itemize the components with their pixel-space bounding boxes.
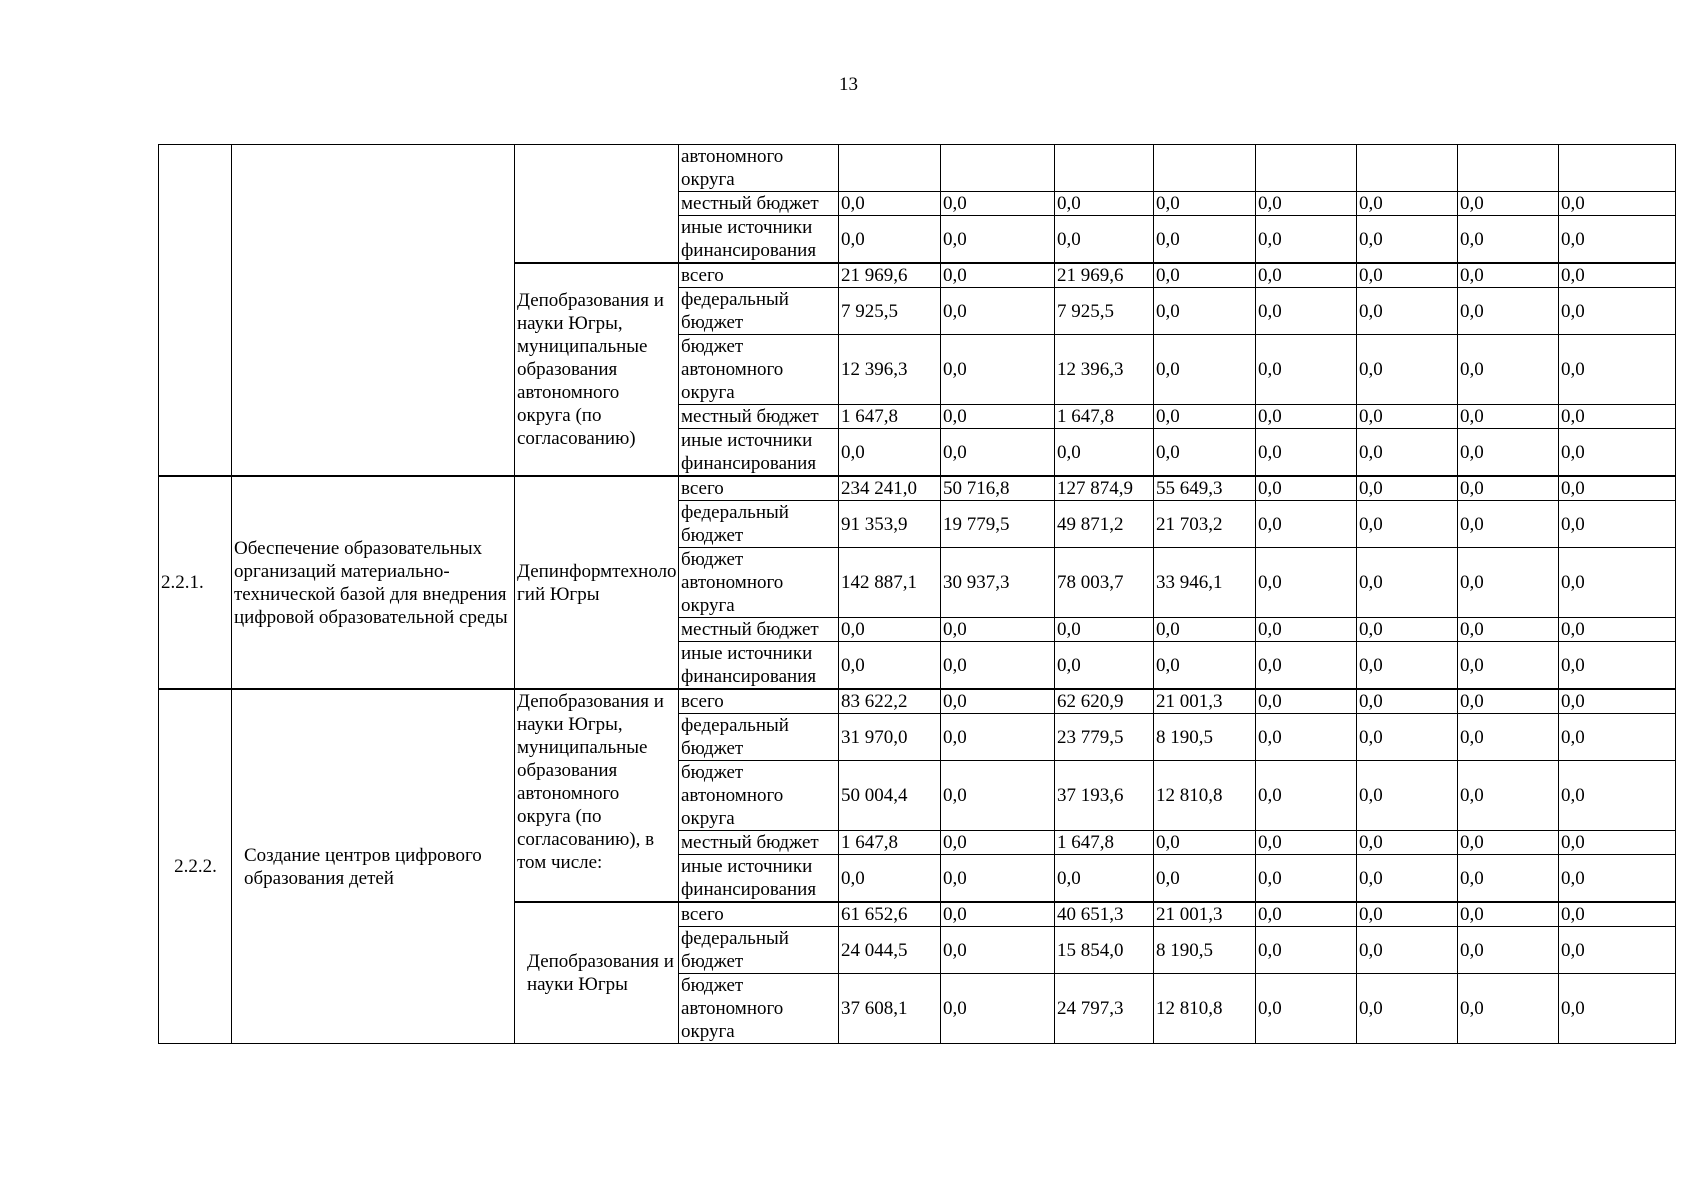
- amount-cell: 234 241,0: [839, 476, 941, 501]
- amount-cell: 0,0: [1357, 855, 1458, 903]
- budget-table: [158, 144, 1676, 1044]
- amount-cell-empty: [1154, 145, 1256, 192]
- amount-cell: 12 396,3: [1055, 335, 1154, 405]
- executor-cell: Депобразования и науки Югры: [515, 902, 679, 1044]
- executor-cell: Депобразования и науки Югры, муниципальные образования автономного округа (по согласованию), в том числе:: [515, 689, 679, 902]
- amount-cell: 0,0: [1256, 216, 1357, 264]
- amount-cell: 0,0: [1256, 855, 1357, 903]
- amount-cell: 30 937,3: [941, 548, 1055, 618]
- amount-cell: 24 044,5: [839, 927, 941, 974]
- amount-cell: 0,0: [1458, 192, 1559, 216]
- amount-cell: 21 001,3: [1154, 902, 1256, 927]
- executor-cell: Депобразования и науки Югры, муниципальные образования автономного округа (по согласованию): [515, 263, 679, 476]
- executor-cell-empty: [515, 145, 679, 264]
- amount-cell: 23 779,5: [1055, 714, 1154, 761]
- amount-cell: 0,0: [1357, 642, 1458, 690]
- amount-cell: 0,0: [1559, 831, 1676, 855]
- code-cell-empty: [159, 145, 232, 477]
- amount-cell: 55 649,3: [1154, 476, 1256, 501]
- amount-cell: 7 925,5: [839, 288, 941, 335]
- amount-cell: 31 970,0: [839, 714, 941, 761]
- amount-cell: 0,0: [839, 855, 941, 903]
- item-code: 2.2.2.: [159, 689, 232, 1044]
- amount-cell: 0,0: [1357, 216, 1458, 264]
- amount-cell: 0,0: [1458, 476, 1559, 501]
- amount-cell: 0,0: [839, 429, 941, 477]
- amount-cell: 0,0: [1458, 855, 1559, 903]
- amount-cell: 0,0: [1055, 642, 1154, 690]
- amount-cell-empty: [1055, 145, 1154, 192]
- amount-cell-empty: [839, 145, 941, 192]
- source-cell: федеральный бюджет: [679, 927, 839, 974]
- amount-cell: 0,0: [1357, 476, 1458, 501]
- amount-cell: 0,0: [1154, 618, 1256, 642]
- amount-cell: 21 969,6: [1055, 263, 1154, 288]
- amount-cell: 0,0: [1154, 429, 1256, 477]
- amount-cell: 33 946,1: [1154, 548, 1256, 618]
- amount-cell: 0,0: [1055, 429, 1154, 477]
- source-cell: местный бюджет: [679, 831, 839, 855]
- amount-cell: 0,0: [1458, 335, 1559, 405]
- amount-cell: 0,0: [1154, 288, 1256, 335]
- source-cell: местный бюджет: [679, 405, 839, 429]
- source-cell: местный бюджет: [679, 192, 839, 216]
- source-cell: федеральный бюджет: [679, 501, 839, 548]
- amount-cell: 0,0: [1256, 501, 1357, 548]
- source-cell: иные источники финансирования: [679, 429, 839, 477]
- amount-cell: 0,0: [941, 216, 1055, 264]
- amount-cell: 0,0: [1559, 429, 1676, 477]
- amount-cell: 0,0: [1357, 831, 1458, 855]
- amount-cell: 0,0: [839, 642, 941, 690]
- amount-cell: 0,0: [1256, 405, 1357, 429]
- amount-cell: 49 871,2: [1055, 501, 1154, 548]
- source-cell: бюджет автономного округа: [679, 761, 839, 831]
- amount-cell-empty: [941, 145, 1055, 192]
- amount-cell: 0,0: [1559, 476, 1676, 501]
- amount-cell: 0,0: [1154, 405, 1256, 429]
- amount-cell: 0,0: [1357, 288, 1458, 335]
- budget-table-body: [159, 145, 1676, 1044]
- amount-cell: 0,0: [1154, 642, 1256, 690]
- amount-cell: 0,0: [1357, 405, 1458, 429]
- amount-cell: 0,0: [941, 192, 1055, 216]
- amount-cell: 0,0: [1458, 429, 1559, 477]
- amount-cell: 0,0: [1055, 216, 1154, 264]
- amount-cell: 0,0: [1256, 714, 1357, 761]
- amount-cell: 0,0: [1357, 429, 1458, 477]
- amount-cell: 0,0: [1357, 192, 1458, 216]
- continuation-row: [159, 145, 1676, 192]
- amount-cell: 50 004,4: [839, 761, 941, 831]
- amount-cell: 37 608,1: [839, 974, 941, 1044]
- amount-cell: 0,0: [1458, 501, 1559, 548]
- amount-cell: 0,0: [1357, 974, 1458, 1044]
- amount-cell: 0,0: [1256, 831, 1357, 855]
- amount-cell: 0,0: [941, 429, 1055, 477]
- amount-cell: 0,0: [1357, 501, 1458, 548]
- amount-cell: 0,0: [1559, 927, 1676, 974]
- amount-cell: 0,0: [1154, 831, 1256, 855]
- amount-cell: 0,0: [1256, 927, 1357, 974]
- page-number: 13: [839, 74, 858, 95]
- amount-cell: 19 779,5: [941, 501, 1055, 548]
- item-name: Создание центров цифрового образования детей: [232, 689, 515, 1044]
- amount-cell: 0,0: [1559, 714, 1676, 761]
- amount-cell: 0,0: [1559, 335, 1676, 405]
- amount-cell: 0,0: [1154, 855, 1256, 903]
- amount-cell: 0,0: [1357, 335, 1458, 405]
- amount-cell: 83 622,2: [839, 689, 941, 714]
- amount-cell: 1 647,8: [1055, 405, 1154, 429]
- amount-cell: 0,0: [1559, 974, 1676, 1044]
- amount-cell: 0,0: [1559, 689, 1676, 714]
- table-row: [159, 689, 1676, 714]
- amount-cell: 0,0: [1559, 761, 1676, 831]
- amount-cell: 0,0: [1154, 335, 1256, 405]
- amount-cell: 0,0: [1256, 429, 1357, 477]
- amount-cell: 8 190,5: [1154, 714, 1256, 761]
- amount-cell: 0,0: [1559, 642, 1676, 690]
- amount-cell-empty: [1256, 145, 1357, 192]
- amount-cell: 0,0: [1559, 216, 1676, 264]
- source-cell: автономного округа: [679, 145, 839, 192]
- amount-cell: 0,0: [1256, 192, 1357, 216]
- amount-cell: 0,0: [1458, 618, 1559, 642]
- amount-cell: 7 925,5: [1055, 288, 1154, 335]
- source-cell: федеральный бюджет: [679, 288, 839, 335]
- amount-cell: 0,0: [839, 216, 941, 264]
- amount-cell: 0,0: [941, 335, 1055, 405]
- amount-cell: 0,0: [1559, 405, 1676, 429]
- amount-cell: 0,0: [1357, 689, 1458, 714]
- source-cell: местный бюджет: [679, 618, 839, 642]
- amount-cell: 91 353,9: [839, 501, 941, 548]
- amount-cell: 0,0: [1055, 618, 1154, 642]
- amount-cell: 0,0: [1559, 501, 1676, 548]
- item-name: Обеспечение образовательных организаций материально-технической базой для внедрения цифровой образовательной среды: [232, 476, 515, 689]
- amount-cell: 0,0: [1256, 548, 1357, 618]
- amount-cell: 0,0: [1357, 618, 1458, 642]
- amount-cell: 0,0: [1256, 902, 1357, 927]
- amount-cell: 0,0: [1357, 902, 1458, 927]
- source-cell: всего: [679, 902, 839, 927]
- amount-cell: 0,0: [941, 831, 1055, 855]
- amount-cell: 0,0: [1559, 192, 1676, 216]
- amount-cell: 8 190,5: [1154, 927, 1256, 974]
- amount-cell: 0,0: [1458, 263, 1559, 288]
- amount-cell: 0,0: [1458, 761, 1559, 831]
- amount-cell: 0,0: [1559, 902, 1676, 927]
- amount-cell: 12 810,8: [1154, 974, 1256, 1044]
- amount-cell: 12 810,8: [1154, 761, 1256, 831]
- amount-cell: 1 647,8: [839, 405, 941, 429]
- amount-cell: 0,0: [1357, 761, 1458, 831]
- amount-cell: 0,0: [1055, 855, 1154, 903]
- amount-cell: 0,0: [1458, 288, 1559, 335]
- source-cell: иные источники финансирования: [679, 642, 839, 690]
- amount-cell: 0,0: [1458, 642, 1559, 690]
- amount-cell: 1 647,8: [839, 831, 941, 855]
- amount-cell: 0,0: [1458, 405, 1559, 429]
- amount-cell: 0,0: [941, 974, 1055, 1044]
- amount-cell: 0,0: [941, 288, 1055, 335]
- amount-cell: 0,0: [1458, 902, 1559, 927]
- amount-cell: 40 651,3: [1055, 902, 1154, 927]
- source-cell: всего: [679, 689, 839, 714]
- amount-cell: 0,0: [1559, 548, 1676, 618]
- amount-cell: 24 797,3: [1055, 974, 1154, 1044]
- amount-cell: 37 193,6: [1055, 761, 1154, 831]
- amount-cell: 0,0: [941, 855, 1055, 903]
- amount-cell: 0,0: [941, 689, 1055, 714]
- amount-cell: 0,0: [1458, 714, 1559, 761]
- amount-cell: 50 716,8: [941, 476, 1055, 501]
- source-cell: всего: [679, 263, 839, 288]
- amount-cell: 0,0: [1256, 476, 1357, 501]
- amount-cell: 0,0: [941, 263, 1055, 288]
- amount-cell: 15 854,0: [1055, 927, 1154, 974]
- amount-cell: 0,0: [839, 618, 941, 642]
- amount-cell: 0,0: [1256, 642, 1357, 690]
- amount-cell: 21 001,3: [1154, 689, 1256, 714]
- amount-cell: 0,0: [1357, 927, 1458, 974]
- amount-cell: 0,0: [1256, 335, 1357, 405]
- amount-cell: 0,0: [941, 927, 1055, 974]
- amount-cell: 0,0: [1256, 761, 1357, 831]
- amount-cell: 0,0: [1559, 288, 1676, 335]
- table-row: [159, 476, 1676, 501]
- amount-cell: 0,0: [941, 642, 1055, 690]
- amount-cell: 0,0: [839, 192, 941, 216]
- amount-cell: 21 703,2: [1154, 501, 1256, 548]
- source-cell: федеральный бюджет: [679, 714, 839, 761]
- amount-cell: 127 874,9: [1055, 476, 1154, 501]
- amount-cell: 0,0: [1256, 618, 1357, 642]
- amount-cell: 0,0: [1055, 192, 1154, 216]
- amount-cell: 61 652,6: [839, 902, 941, 927]
- amount-cell-empty: [1357, 145, 1458, 192]
- amount-cell: 0,0: [941, 761, 1055, 831]
- amount-cell: 0,0: [1458, 927, 1559, 974]
- amount-cell: 12 396,3: [839, 335, 941, 405]
- amount-cell: 0,0: [1256, 288, 1357, 335]
- amount-cell: 0,0: [1458, 216, 1559, 264]
- source-cell: иные источники финансирования: [679, 855, 839, 903]
- amount-cell: 0,0: [941, 618, 1055, 642]
- amount-cell: 0,0: [1458, 974, 1559, 1044]
- amount-cell: 0,0: [1357, 548, 1458, 618]
- amount-cell: 21 969,6: [839, 263, 941, 288]
- amount-cell: 0,0: [941, 405, 1055, 429]
- amount-cell: 0,0: [1458, 831, 1559, 855]
- amount-cell: 142 887,1: [839, 548, 941, 618]
- amount-cell: 0,0: [1357, 714, 1458, 761]
- source-cell: бюджет автономного округа: [679, 335, 839, 405]
- amount-cell: 0,0: [1357, 263, 1458, 288]
- name-cell-empty: [232, 145, 515, 477]
- source-cell: всего: [679, 476, 839, 501]
- amount-cell-empty: [1559, 145, 1676, 192]
- amount-cell: 0,0: [941, 714, 1055, 761]
- executor-cell: Депинформтехнологий Югры: [515, 476, 679, 689]
- amount-cell: 0,0: [1458, 548, 1559, 618]
- source-cell: бюджет автономного округа: [679, 548, 839, 618]
- amount-cell: 0,0: [1559, 855, 1676, 903]
- amount-cell: 0,0: [1559, 263, 1676, 288]
- amount-cell-empty: [1458, 145, 1559, 192]
- amount-cell: 0,0: [1256, 689, 1357, 714]
- amount-cell: 0,0: [1154, 216, 1256, 264]
- amount-cell: 0,0: [1256, 263, 1357, 288]
- source-cell: иные источники финансирования: [679, 216, 839, 264]
- amount-cell: 62 620,9: [1055, 689, 1154, 714]
- amount-cell: 0,0: [941, 902, 1055, 927]
- amount-cell: 0,0: [1559, 618, 1676, 642]
- amount-cell: 0,0: [1154, 192, 1256, 216]
- amount-cell: 0,0: [1256, 974, 1357, 1044]
- source-cell: бюджет автономного округа: [679, 974, 839, 1044]
- amount-cell: 78 003,7: [1055, 548, 1154, 618]
- amount-cell: 0,0: [1458, 689, 1559, 714]
- item-code: 2.2.1.: [159, 476, 232, 689]
- amount-cell: 1 647,8: [1055, 831, 1154, 855]
- amount-cell: 0,0: [1154, 263, 1256, 288]
